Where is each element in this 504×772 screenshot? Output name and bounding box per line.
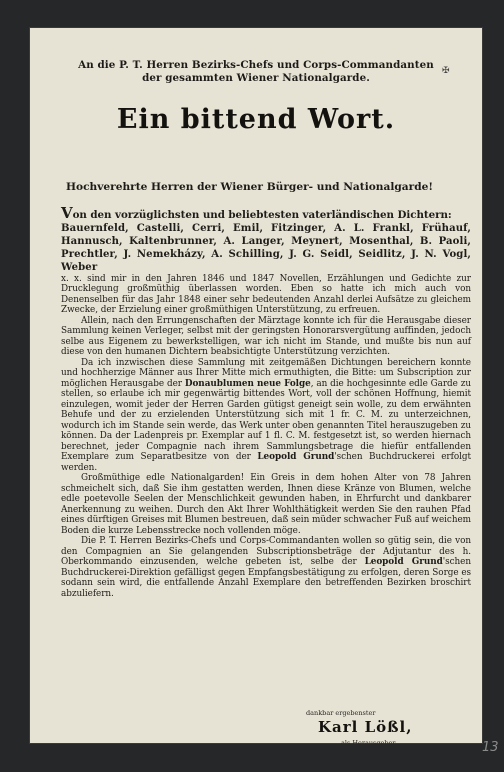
address-line-2: der gesammten Wiener Nationalgarde. [142, 72, 370, 84]
initial-letter: V [61, 204, 73, 222]
salutation: Hochverehrte Herren der Wiener Bürger- und Nationalgarde! [66, 181, 434, 193]
signature-role: als Herausgeber. [341, 739, 397, 747]
signature-name: Karl Lößl, [318, 718, 413, 736]
poet-names: Bauernfeld, Castelli, Cerri, Emil, Fitzinger, A. L. Frankl, Frühauf, Hannusch, Kaltenbrunner, A. Langer, Meynert, Mosenthal, B. Paoli, Prechtler, J. Nemekházy, A. Schilling, J. G. Seidl, Seidlitz, J. N. Vogl, Weber [61, 222, 471, 273]
cross-mark-icon: ✠ [442, 66, 450, 76]
paragraph-5 [61, 536, 471, 599]
document-title: Ein bittend Wort. [116, 104, 396, 135]
paragraph-3-part-e: 'schen Buchdruckerei erfolgt werden. [61, 452, 471, 473]
address-header [30, 59, 482, 85]
printer-name: Leopold Grund [257, 452, 335, 462]
pencil-annotation: 13 [482, 740, 499, 755]
paragraph-5-part-c: 'schen Buchdruckerei-Direktion gefälligst gegen Empfangsbestätigung zu erfolgen, deren Sorge es sodann sein wird, die entfallende Anzahl Exemplare den betreffenden Bezirken broschirt abzuliefern. [61, 557, 471, 599]
paragraph-5-part-a: Die P. T. Herren Bezirks-Chefs und Corps-Commandanten wollen so gütig sein, die von den Compagnien an Sie gelangenden Subscriptionsbeträge der Adjutantur des h. Oberkommando einzusenden, welche gebeten ist, selbe der [61, 536, 471, 567]
paragraph-3 [61, 358, 471, 474]
paragraph-2: Allein, nach den Errungenschaften der Märztage konnte ich für die Herausgabe dieser Sammlung keinen Verleger, selbst mit der geringsten Honorarsvergütung auffinden, jedoch selbe aus Eigenem zu bewerkstelligen, war ich nicht im Stande, und mußte bis nun auf diese von den humanen Dichtern beabsichtigte Unterstützung verzichten. [61, 315, 471, 357]
paragraph-3-part-a: Da ich inzwischen diese Sammlung mit zeitgemäßen Dichtungen bereichern konnte und hochherzige Männer aus Ihrer Mitte mich ermuthigten, die Bitte: um Subscription zur möglichen Herausgabe der [61, 357, 471, 389]
body-text [61, 204, 471, 599]
paragraph-3-part-c: , an die hochgesinnte edle Garde zu stellen, so erlaube ich mir gegenwärtig bittendes Wort, voll der schönen Hoffnung, hiemit einzulegen, womit jeder der Herren Garden gütigst geneigt sein wolle, zu dem erwähnten Behufe und der zu erzielenden Unterstützung sich mit 1 fr. C. M. zu unterzeichnen, wodurch ich im Stande sein werde, das Werk unter oben genannten Titel herauszugeben zu können. Da der Ladenpreis pr. Exemplar auf 1 fl. C. M. festgesetzt ist, so werden hiernach berechnet, jeder Compagnie nach ihrem Sammlungsbetrage die hiefür entfallenden Exemplare zum Separatbesitze von der [61, 378, 471, 462]
intro-continuation: x. x. sind mir in den Jahren 1846 und 1847 Novellen, Erzählungen und Gedichte zur Drucklegung großmüthig überlassen worden. Eben so hatte ich mich auch von Denenselben für das Jahr 1848 einer sehr bedeutenden Anzahl derlei Aufsätze zu gleichem Zwecke, der Erzielung einer großmüthigen Unterstützung, zu erfreuen. [61, 273, 471, 315]
intro-lead: on den vorzüglichsten und beliebtesten vaterländischen Dichtern: [72, 209, 452, 221]
document-sheet [30, 28, 499, 755]
intro-paragraph [61, 204, 471, 222]
paragraph-4: Großmüthige edle Nationalgarden! Ein Greis in dem hohen Alter von 78 Jahren schmeichelt sich, daß Sie ihm gestatten werden, Ihnen diese Kränze von Blumen, welche edle poetevolle Seelen der Menschlichkeit gewunden haben, in Ehrfurcht und dankbarer Anerkennung zu weihen. Durch den Akt Ihrer Wohlthätigkeit werden Sie den rauhen Pfad eines dürftigen Greises mit Blumen bestreuen, daß sein müder schwacher Fuß auf weichem Boden die kurze Lebensstrecke noch vollenden möge. [61, 473, 471, 536]
closing-phrase: dankbar ergebenster [306, 709, 376, 717]
address-line-1: An die P. T. Herren Bezirks-Chefs und Corps-Commandanten [78, 59, 434, 71]
printer-name-2: Leopold Grund [364, 557, 443, 567]
work-title: Donaublumen neue Folge [184, 378, 311, 389]
